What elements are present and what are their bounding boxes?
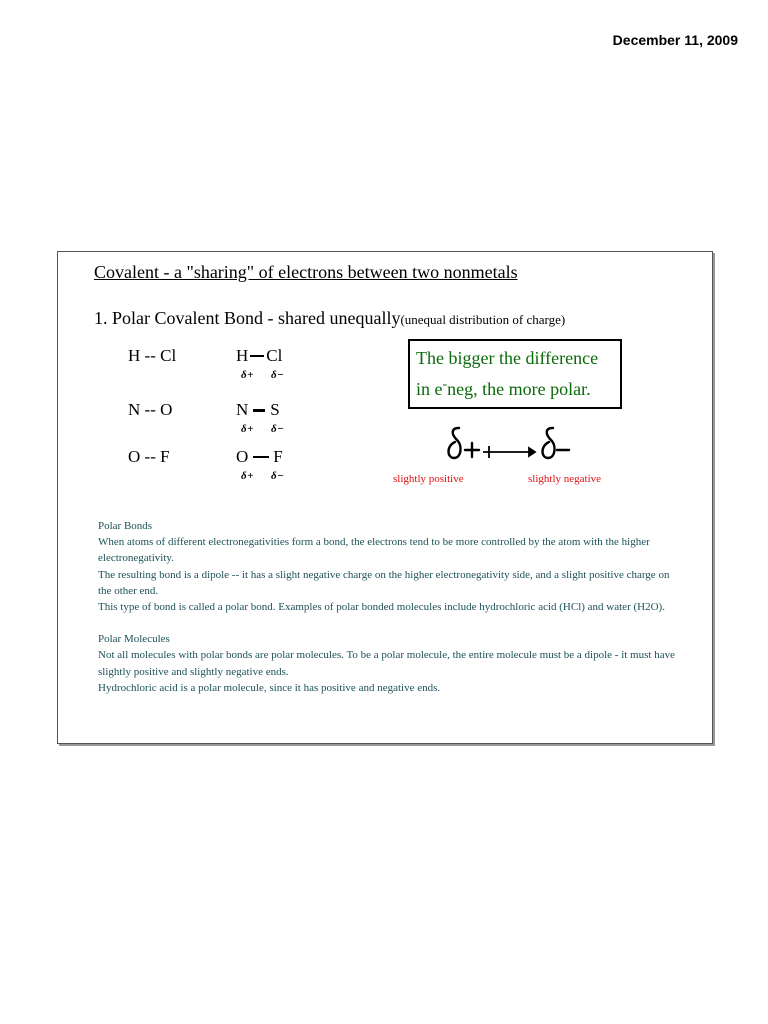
explanation-text <box>98 518 678 696</box>
atom-b-1: Cl <box>266 346 283 365</box>
polar-covalent-subheading <box>94 308 565 329</box>
subheading-main: 1. Polar Covalent Bond - shared unequally <box>94 308 401 328</box>
pair-bond-2 <box>236 400 280 420</box>
slide-frame <box>57 251 713 744</box>
callout-line-1: The bigger the difference <box>416 348 599 368</box>
slide-heading: Covalent - a "sharing" of electrons between two nonmetals <box>94 262 518 282</box>
polar-molecules-p5: Hydrochloric acid is a polar molecule, since it has positive and negative ends. <box>98 681 441 694</box>
label-slightly-negative: slightly negative <box>528 473 602 485</box>
delta-row-1 <box>241 369 301 381</box>
atom-a-3: O <box>236 447 249 466</box>
dipole-arrow-icon <box>443 424 573 470</box>
bond-line-1 <box>250 355 264 357</box>
delta-negative-3: δ− <box>271 470 285 482</box>
bond-line-3 <box>253 456 269 458</box>
polar-bonds-title: Polar Bonds <box>98 520 153 532</box>
pair-left-3: O -- F <box>128 447 170 466</box>
polar-bonds-p1: When atoms of different electronegativities form a bond, the electrons tend to be more controlled by the atom with the higher electronegativity. <box>98 536 650 565</box>
atom-b-2: S <box>270 400 280 419</box>
pair-left-1: H -- Cl <box>128 346 177 365</box>
pair-left-2: N -- O <box>128 400 173 419</box>
page-date: December 11, 2009 <box>612 32 738 48</box>
callout-line-2: in e-neg, the more polar. <box>416 377 591 399</box>
pair-bond-3 <box>236 447 283 467</box>
polarity-callout <box>408 339 622 409</box>
delta-positive-2: δ+ <box>241 423 254 435</box>
polar-bonds-p3: This type of bond is called a polar bond. Examples of polar bonded molecules include hydrochloric acid (HCl) and water (H2O). <box>98 601 665 614</box>
polar-bonds-p2: The resulting bond is a dipole -- it has a slight negative charge on the higher electronegativity side, and a slight positive charge on the other end. <box>98 568 670 597</box>
label-slightly-positive: slightly positive <box>393 473 464 485</box>
polar-molecules-p4: Not all molecules with polar bonds are polar molecules. To be a polar molecule, the entire molecule must be a dipole - it must have slightly positive and slightly negative ends. <box>98 649 675 678</box>
atom-b-3: F <box>273 447 283 466</box>
atom-a-1: H <box>236 346 249 365</box>
delta-plus-symbol <box>449 428 480 458</box>
subheading-note: (unequal distribution of charge) <box>400 312 566 327</box>
delta-minus-symbol <box>543 428 570 458</box>
delta-positive-1: δ+ <box>241 369 254 381</box>
delta-positive-3: δ+ <box>241 470 254 482</box>
delta-negative-1: δ− <box>271 369 285 381</box>
delta-negative-2: δ− <box>271 423 285 435</box>
polar-molecules-title: Polar Molecules <box>98 633 170 646</box>
bond-line-2 <box>253 409 265 412</box>
atom-a-2: N <box>236 400 249 419</box>
delta-row-3 <box>241 470 301 482</box>
dipole-arrow <box>483 446 535 458</box>
delta-row-2 <box>241 423 301 435</box>
pair-bond-1 <box>236 346 282 366</box>
